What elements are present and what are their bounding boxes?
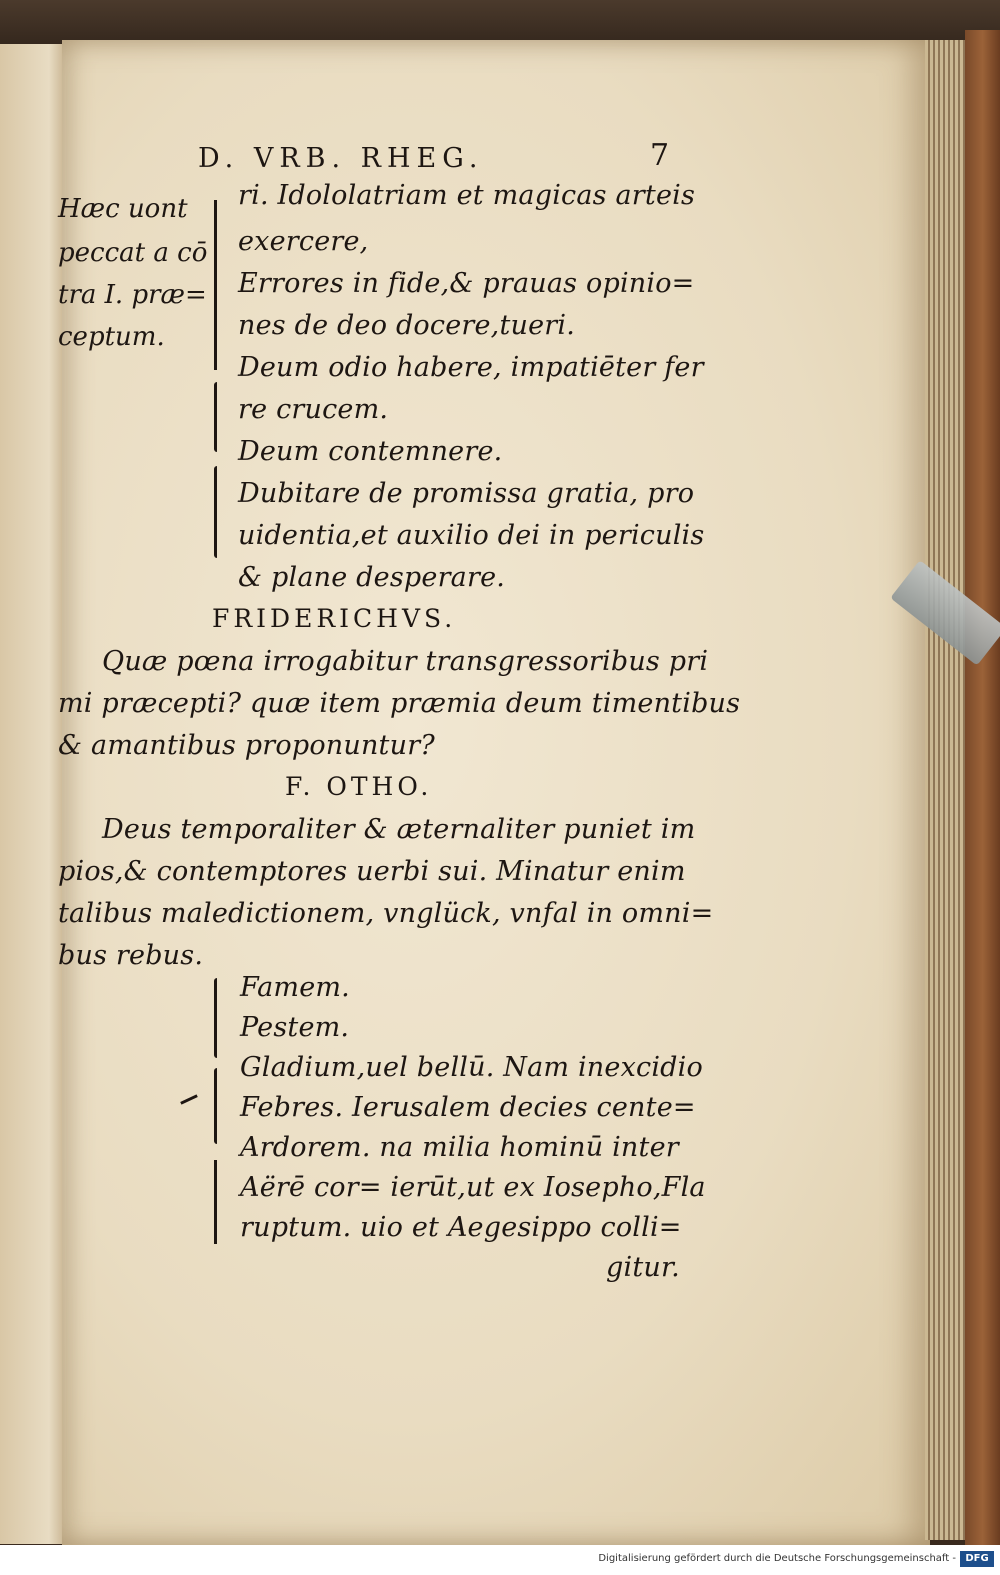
list-line: & plane desperare. xyxy=(238,562,506,593)
list-line: ri. Idololatriam et magicas arteis xyxy=(238,180,696,211)
question-line: mi præcepti? quæ item præmia deum timentibus xyxy=(58,688,741,719)
answer-line: bus rebus. xyxy=(58,940,204,971)
answer-line: talibus maledictionem, vnglück, vnfal in omni= xyxy=(58,898,714,929)
list-bracket xyxy=(214,978,217,1058)
speaker-name: F. OTHO. xyxy=(285,772,433,801)
margin-note-line: Hæc uont xyxy=(58,194,188,224)
question-line: Quæ pœna irrogabitur transgressoribus pri xyxy=(102,646,709,677)
margin-note-line: tra I. præ= xyxy=(58,280,207,310)
list-bracket xyxy=(214,1068,217,1144)
list-line: Deum contemnere. xyxy=(238,436,503,467)
list-line: ruptum. uio et Aegesippo colli= xyxy=(240,1212,682,1243)
list-line: Deum odio habere, impatiēter fer xyxy=(238,352,704,383)
facing-page-edge xyxy=(0,44,70,1544)
page-edges xyxy=(925,40,970,1540)
list-bracket xyxy=(214,382,217,452)
list-line: uidentia,et auxilio dei in periculis xyxy=(238,520,705,551)
list-line: nes de deo docere,tueri. xyxy=(238,310,576,341)
list-line: Famem. xyxy=(240,972,350,1003)
list-bracket xyxy=(214,200,217,370)
list-line: Ardorem. na milia hominū inter xyxy=(240,1132,679,1163)
margin-note-line: ceptum. xyxy=(58,322,165,352)
list-bracket xyxy=(214,1160,217,1244)
margin-note-line: peccat a cō xyxy=(58,238,208,268)
list-bracket xyxy=(214,466,217,558)
page-number: 7 xyxy=(650,138,670,173)
list-line: Errores in fide,& prauas opinio= xyxy=(238,268,695,299)
book-cover-edge xyxy=(965,30,1000,1545)
speaker-name: FRIDERICHVS. xyxy=(212,604,457,633)
answer-line: pios,& contemptores uerbi sui. Minatur enim xyxy=(58,856,686,887)
dfg-logo: DFG xyxy=(960,1551,994,1567)
question-line: & amantibus proponuntur? xyxy=(58,730,435,761)
list-line: Dubitare de promissa gratia, pro xyxy=(238,478,695,509)
list-line: Gladium,uel bellū. Nam inexcidio xyxy=(240,1052,703,1083)
catchword: gitur. xyxy=(606,1252,680,1283)
running-title: D. VRB. RHEG. xyxy=(198,143,484,174)
answer-line: Deus temporaliter & æternaliter puniet im xyxy=(102,814,696,845)
list-line: Pestem. xyxy=(240,1012,350,1043)
list-line: re crucem. xyxy=(238,394,389,425)
digitization-credit: Digitalisierung gefördert durch die Deutsche Forschungsgemeinschaft - xyxy=(598,1553,956,1564)
list-line: exercere, xyxy=(238,226,369,257)
list-line: Aërē cor= ierūt,ut ex Iosepho,Fla xyxy=(240,1172,706,1203)
list-line: Febres. Ierusalem decies cente= xyxy=(240,1092,696,1123)
